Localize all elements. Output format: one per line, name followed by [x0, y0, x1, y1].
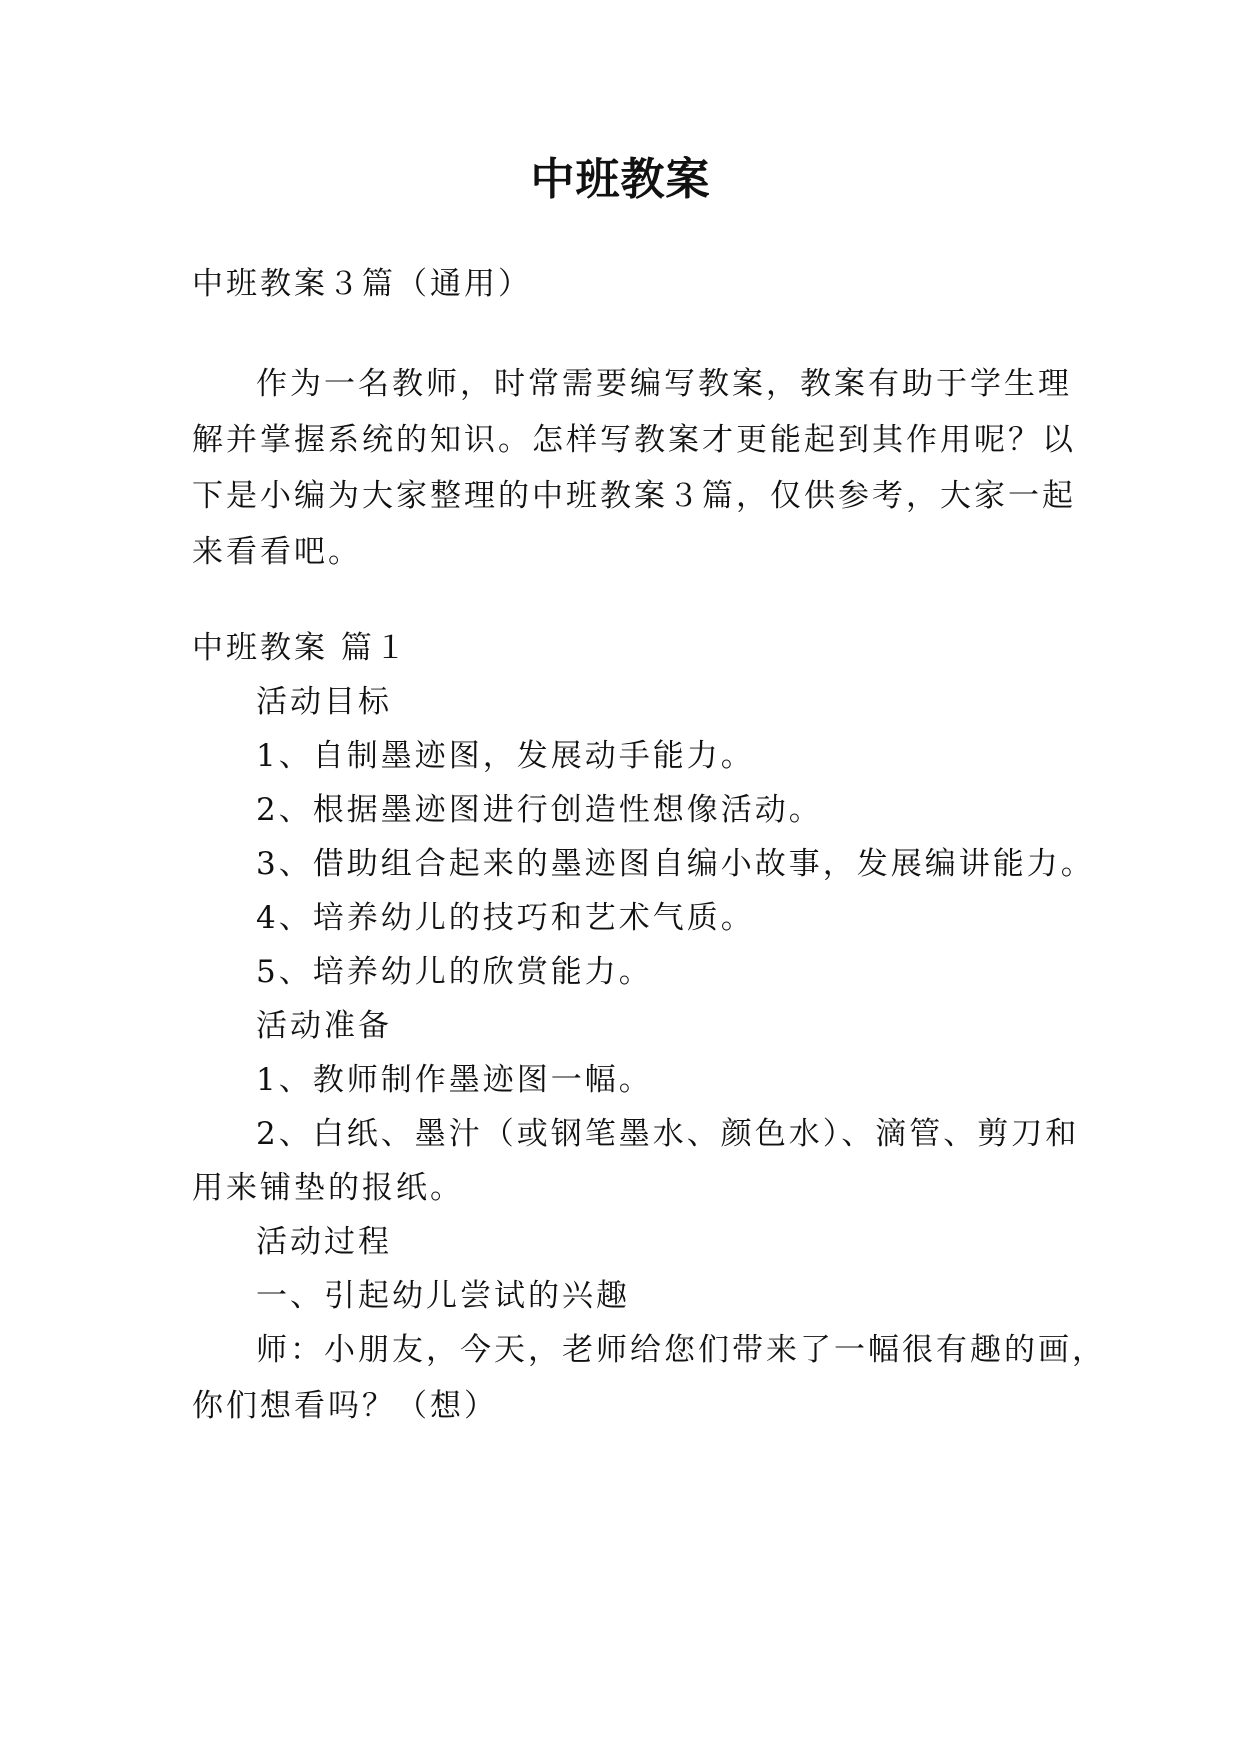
prep-heading: 活动准备 [256, 1008, 392, 1044]
process-heading: 活动过程 [256, 1224, 392, 1260]
goals-heading: 活动目标 [256, 684, 392, 720]
goal-item-3: 3、借助组合起来的墨迹图自编小故事，发展编讲能力。 [256, 846, 1095, 882]
goal-item-2: 2、根据墨迹图进行创造性想像活动。 [256, 792, 823, 828]
section-heading: 中班教案 篇１ [192, 630, 409, 666]
dialogue-line-2: 你们想看吗？（想） [192, 1388, 498, 1424]
goal-item-5: 5、培养幼儿的欣赏能力。 [256, 954, 653, 990]
intro-line-2: 解并掌握系统的知识。怎样写教案才更能起到其作用呢？以 [192, 422, 1076, 458]
dialogue-line-1: 师：小朋友，今天，老师给您们带来了一幅很有趣的画， [256, 1332, 1106, 1368]
prep-item-1: 1、教师制作墨迹图一幅。 [256, 1062, 653, 1098]
intro-line-3: 下是小编为大家整理的中班教案３篇，仅供参考，大家一起 [192, 478, 1076, 514]
document-subtitle: 中班教案３篇（通用） [192, 266, 532, 302]
intro-line-4: 来看看吧。 [192, 534, 362, 570]
document-title: 中班教案 [530, 154, 711, 205]
prep-item-2: 2、白纸、墨汁（或钢笔墨水、颜色水）、滴管、剪刀和 [256, 1116, 1080, 1152]
intro-line-1: 作为一名教师，时常需要编写教案，教案有助于学生理 [256, 366, 1072, 402]
goal-item-1: 1、自制墨迹图，发展动手能力。 [256, 738, 755, 774]
process-step-1: 一、引起幼儿尝试的兴趣 [256, 1278, 630, 1314]
prep-item-2-continued: 用来铺垫的报纸。 [192, 1170, 464, 1206]
goal-item-4: 4、培养幼儿的技巧和艺术气质。 [256, 900, 755, 936]
